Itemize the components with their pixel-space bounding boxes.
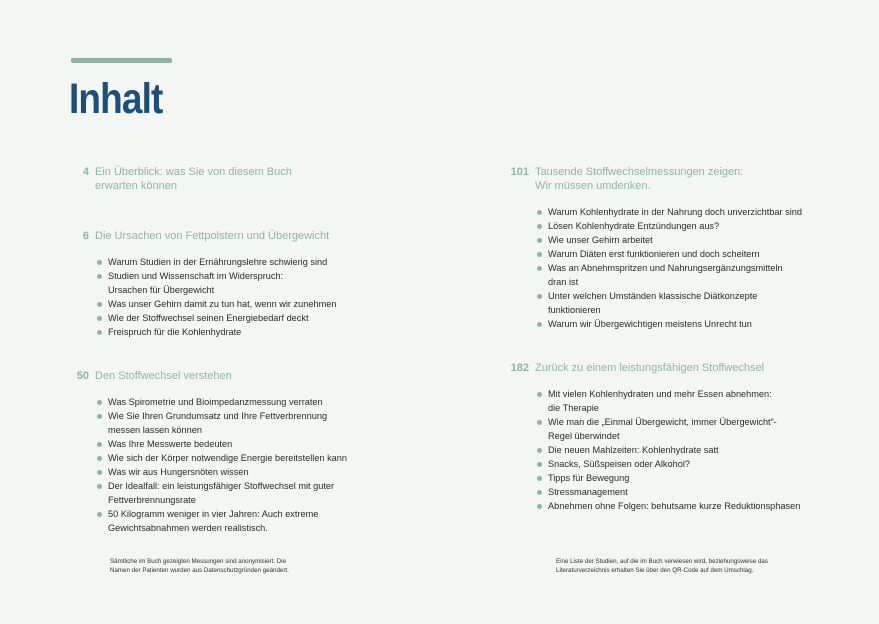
list-item: Snacks, Süßspeisen oder Alkohol?: [536, 457, 850, 471]
list-item: Die neuen Mahlzeiten: Kohlenhydrate satt: [536, 443, 850, 457]
list-item: Lösen Kohlenhydrate Entzündungen aus?: [536, 219, 850, 233]
list-item: Tipps für Bewegung: [536, 471, 850, 485]
list-item: Wie der Stoffwechsel seinen Energiebedarf deckt: [96, 311, 400, 325]
toc-chapter: [510, 163, 850, 359]
list-item: Warum Diäten erst funktionieren und doch scheitern: [536, 247, 850, 261]
chapter-item-list: [510, 387, 850, 513]
chapter-item-list: [70, 255, 400, 339]
list-item: Was unser Gehirn damit zu tun hat, wenn wir zunehmen: [96, 297, 400, 311]
footnote-left: Sämtliche im Buch gezeigten Messungen sind anonymisiert. Die Namen der Patienten wurden aus Datenschutzgründen geändert.: [110, 558, 289, 574]
list-item: Warum Kohlenhydrate in der Nahrung doch unverzichtbar sind: [536, 205, 850, 219]
chapter-item-list: [70, 395, 400, 535]
list-item: Was an Abnehmspritzen und Nahrungsergänzungsmitteln dran ist: [536, 261, 850, 289]
footnote-right: Eine Liste der Studien, auf die im Buch verwiesen wird, beziehungsweise das Literaturverzeichnis erhalten Sie über den QR-Code auf dem Umschlag.: [556, 558, 768, 574]
chapter-page-number: 182: [510, 362, 529, 374]
list-item: Wie unser Gehirn arbeitet: [536, 233, 850, 247]
chapter-title: Tausende Stoffwechselmessungen zeigen: Wir müssen umdenken.: [535, 166, 744, 192]
toc-chapter: [510, 359, 850, 513]
list-item: Unter welchen Umständen klassische Diätkonzepte funktionieren: [536, 289, 850, 317]
chapter-item-list: [510, 205, 850, 331]
toc-column-right: [510, 163, 850, 513]
toc-column-left: [70, 163, 400, 535]
list-item: Warum wir Übergewichtigen meistens Unrecht tun: [536, 317, 850, 331]
list-item: Wie Sie Ihren Grundumsatz und Ihre Fettverbrennung messen lassen können: [96, 409, 400, 437]
toc-chapter: [70, 227, 400, 367]
list-item: Abnehmen ohne Folgen: behutsame kurze Reduktionsphasen: [536, 499, 850, 513]
chapter-title: Zurück zu einem leistungsfähigen Stoffwechsel: [535, 362, 765, 374]
list-item: Was Ihre Messwerte bedeuten: [96, 437, 400, 451]
list-item: Stressmanagement: [536, 485, 850, 499]
chapter-page-number: 101: [510, 166, 529, 178]
chapter-title: Den Stoffwechsel verstehen: [95, 370, 232, 382]
page-title: Inhalt: [69, 75, 163, 123]
list-item: Wie man die „Einmal Übergewicht, immer Übergewicht“- Regel überwindet: [536, 415, 850, 443]
toc-chapter: [70, 163, 400, 227]
list-item: Was wir aus Hungersnöten wissen: [96, 465, 400, 479]
list-item: Wie sich der Körper notwendige Energie bereitstellen kann: [96, 451, 400, 465]
accent-bar: [71, 58, 172, 63]
chapter-title: Die Ursachen von Fettpolstern und Übergewicht: [95, 230, 330, 242]
toc-chapter: [70, 367, 400, 535]
chapter-page-number: 4: [82, 166, 89, 178]
list-item: Mit vielen Kohlenhydraten und mehr Essen abnehmen: die Therapie: [536, 387, 850, 415]
list-item: Freispruch für die Kohlenhydrate: [96, 325, 400, 339]
chapter-title: Ein Überblick: was Sie von diesem Buch erwarten können: [95, 166, 292, 192]
list-item: Der Idealfall: ein leistungsfähiger Stoffwechsel mit guter Fettverbrennungsrate: [96, 479, 400, 507]
chapter-page-number: 6: [82, 230, 89, 242]
list-item: Studien und Wissenschaft im Widerspruch: Ursachen für Übergewicht: [96, 269, 400, 297]
chapter-page-number: 50: [76, 370, 89, 382]
list-item: 50 Kilogramm weniger in vier Jahren: Auch extreme Gewichtsabnahmen werden realistisch.: [96, 507, 400, 535]
list-item: Was Spirometrie und Bioimpedanzmessung verraten: [96, 395, 400, 409]
list-item: Warum Studien in der Ernährungslehre schwierig sind: [96, 255, 400, 269]
